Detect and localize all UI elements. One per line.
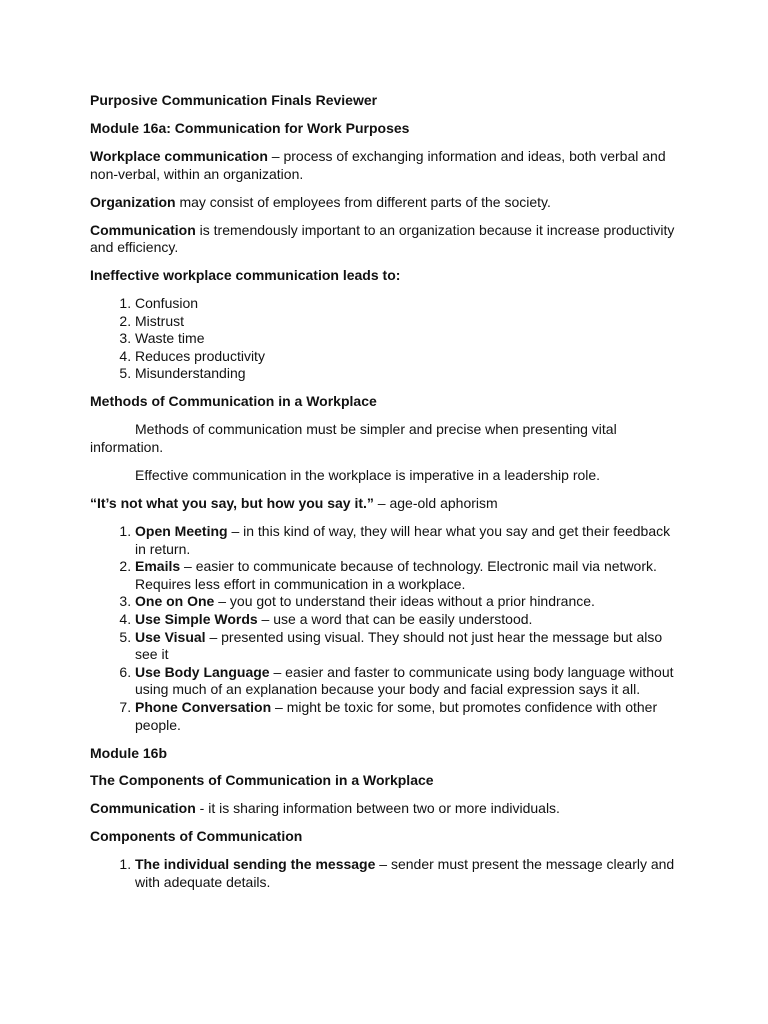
list-item: 5. Misunderstanding — [135, 365, 680, 383]
components-list — [90, 856, 680, 891]
methods-paragraph-1: Methods of communication must be simpler and precise when presenting vital information. — [90, 421, 617, 456]
list-item — [135, 593, 680, 611]
definition: may consist of employees from different parts of the society. — [175, 193, 551, 210]
methods-list — [90, 523, 680, 734]
components-heading: The Components of Communication in a Workplace — [90, 772, 434, 789]
ineffective-list — [90, 295, 680, 383]
list-item: 1. Confusion — [135, 295, 680, 313]
ineffective-heading: Ineffective workplace communication leads to: — [90, 267, 401, 284]
list-item: 3. Waste time — [135, 330, 680, 348]
term: Organization — [90, 193, 176, 210]
methods-paragraph-2: Effective communication in the workplace is imperative in a leadership role. — [135, 467, 601, 484]
term: Communication — [90, 800, 196, 817]
list-item — [135, 856, 680, 891]
communication-importance — [90, 222, 680, 257]
term: The individual sending the message — [135, 856, 376, 873]
term: Emails — [135, 558, 181, 575]
aphorism — [90, 495, 680, 513]
description: – might be toxic for some, but promotes confidence with other people. — [135, 698, 658, 733]
term: Use Body Language — [135, 663, 270, 680]
list-item — [135, 699, 680, 734]
term: Open Meeting — [135, 522, 228, 539]
term: Phone Conversation — [135, 698, 272, 715]
description: – easier and faster to communicate using body language without using much of an explanation because your body and facial expression says it all. — [135, 663, 674, 698]
list-item — [135, 558, 680, 593]
document-page — [90, 92, 680, 902]
document-title: Purposive Communication Finals Reviewer — [90, 92, 378, 108]
list-item: 2. Mistrust — [135, 313, 680, 331]
list-item — [135, 629, 680, 664]
term: Use Visual — [135, 628, 206, 645]
module-16b-heading: Module 16b — [90, 744, 168, 761]
term: Communication — [90, 221, 196, 238]
list-item: 4. Reduces productivity — [135, 348, 680, 366]
list-item — [135, 611, 680, 629]
definition: - it is sharing information between two or more individuals. — [195, 800, 560, 817]
communication-definition — [90, 800, 680, 818]
term: One on One — [135, 593, 215, 610]
description: – sender must present the message clearly and with adequate details. — [135, 856, 675, 891]
module-16a-heading: Module 16a: Communication for Work Purposes — [90, 119, 410, 136]
term: Use Simple Words — [135, 610, 258, 627]
description: – use a word that can be easily understood. — [257, 610, 533, 627]
components-subheading: Components of Communication — [90, 828, 303, 845]
workplace-communication-definition — [90, 148, 680, 183]
quote-attribution: – age-old aphorism — [373, 495, 498, 511]
quote: “It’s not what you say, but how you say it.” — [90, 495, 374, 511]
list-item — [135, 664, 680, 699]
organization-definition — [90, 194, 680, 212]
definition: is tremendously important to an organization because it increase productivity and efficiency. — [90, 221, 675, 256]
definition: – process of exchanging information and ideas, both verbal and non-verbal, within an organization. — [90, 147, 666, 182]
description: – easier to communicate because of technology. Electronic mail via network. Requires less effort in communication in a workplace. — [135, 558, 657, 592]
term: Workplace communication — [90, 147, 268, 164]
description: – in this kind of way, they will hear what you say and get their feedback in return. — [135, 522, 671, 557]
description: – you got to understand their ideas without a prior hindrance. — [214, 593, 595, 610]
methods-heading: Methods of Communication in a Workplace — [90, 393, 377, 410]
list-item — [135, 523, 680, 558]
description: – presented using visual. They should not just hear the message but also see it — [135, 628, 663, 663]
